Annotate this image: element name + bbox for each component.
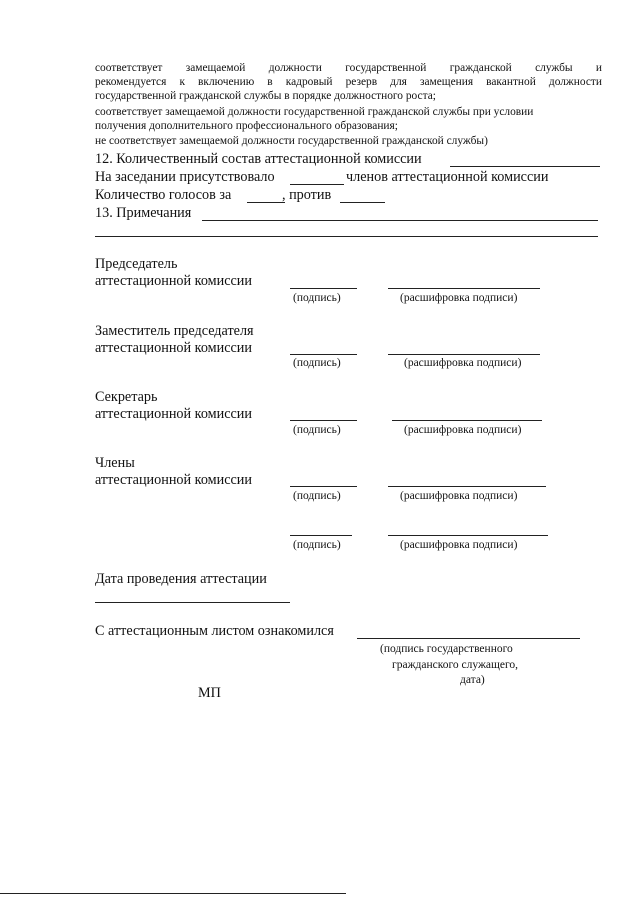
members-subtitle: аттестационной комиссии — [95, 472, 252, 488]
chairman-subtitle: аттестационной комиссии — [95, 273, 252, 289]
option-line-4: соответствует замещаемой должности государственной гражданской службы при условии — [95, 106, 534, 118]
secretary-subtitle: аттестационной комиссии — [95, 406, 252, 422]
chairman-sign-line — [290, 288, 357, 289]
member1-sign-caption: (подпись) — [293, 490, 341, 502]
notes-line-1 — [202, 220, 598, 221]
option-line-5: получения дополнительного профессионального образования; — [95, 120, 398, 132]
member2-decode-caption: (расшифровка подписи) — [400, 539, 518, 551]
votes-for-line — [247, 202, 285, 203]
deputy-sign-caption: (подпись) — [293, 357, 341, 369]
present-count-line — [290, 184, 344, 185]
member1-decode-line — [388, 486, 546, 487]
option-line-6: не соответствует замещаемой должности государственной гражданской службы) — [95, 135, 488, 147]
deputy-title: Заместитель председателя — [95, 323, 254, 339]
acquaint-label: С аттестационным листом ознакомился — [95, 623, 334, 639]
stamp-place: МП — [198, 685, 221, 701]
secretary-sign-caption: (подпись) — [293, 424, 341, 436]
members-title: Члены — [95, 455, 135, 471]
member1-sign-line — [290, 486, 357, 487]
secretary-sign-line — [290, 420, 357, 421]
member2-sign-line — [290, 535, 352, 536]
deputy-subtitle: аттестационной комиссии — [95, 340, 252, 356]
acquaint-caption-1: (подпись государственного — [380, 643, 513, 655]
acquaint-caption-2: гражданского служащего, — [392, 659, 519, 671]
present-prefix: На заседании присутствовало — [95, 169, 275, 185]
option-line-2: рекомендуется к включению в кадровый резерв для замещения вакантной должности — [95, 76, 602, 88]
votes-against-label: , против — [282, 187, 332, 203]
option-line-3: государственной гражданской службы в порядке должностного роста; — [95, 90, 436, 102]
footer-rule — [0, 893, 346, 894]
item-13-label: 13. Примечания — [95, 205, 192, 221]
chairman-title: Председатель — [95, 256, 178, 272]
chairman-sign-caption: (подпись) — [293, 292, 341, 304]
deputy-decode-line — [388, 354, 540, 355]
option-line-1: соответствует замещаемой должности государственной гражданской службы и — [95, 62, 602, 74]
secretary-decode-line — [392, 420, 542, 421]
votes-against-line — [340, 202, 385, 203]
date-label: Дата проведения аттестации — [95, 571, 267, 587]
commission-size-line — [450, 166, 600, 167]
votes-prefix: Количество голосов за — [95, 187, 232, 203]
notes-line-2 — [95, 236, 598, 237]
chairman-decode-line — [388, 288, 540, 289]
member2-sign-caption: (подпись) — [293, 539, 341, 551]
member2-decode-line — [388, 535, 548, 536]
deputy-decode-caption: (расшифровка подписи) — [404, 357, 522, 369]
secretary-decode-caption: (расшифровка подписи) — [404, 424, 522, 436]
acquaint-line — [357, 638, 580, 639]
member1-decode-caption: (расшифровка подписи) — [400, 490, 518, 502]
item-12-label: 12. Количественный состав аттестационной комиссии — [95, 151, 422, 167]
acquaint-caption-3: дата) — [460, 674, 485, 686]
date-line — [95, 602, 290, 603]
secretary-title: Секретарь — [95, 389, 158, 405]
chairman-decode-caption: (расшифровка подписи) — [400, 292, 518, 304]
present-suffix: членов аттестационной комиссии — [346, 169, 549, 185]
deputy-sign-line — [290, 354, 357, 355]
